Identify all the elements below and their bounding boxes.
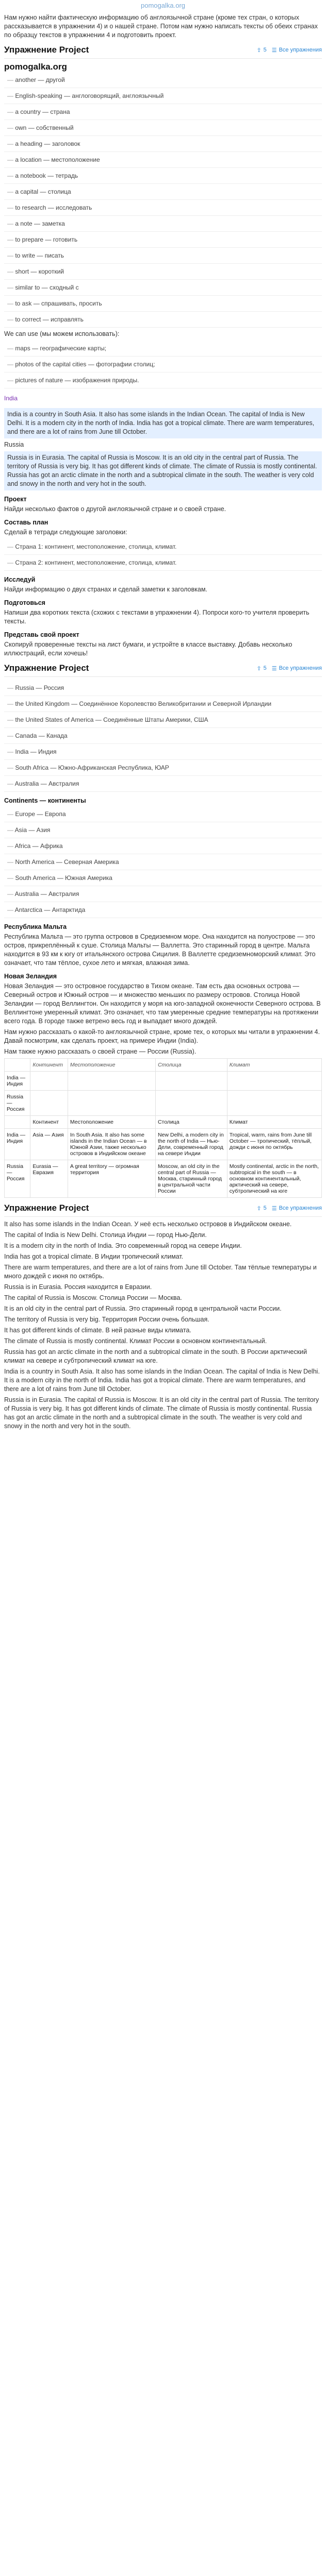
use-item: — photos of the capital cities — фотографии столиц;: [4, 357, 322, 372]
final-paragraph: The climate of Russia is mostly continental. Климат России в основном континентальный.: [4, 1337, 267, 1345]
table-cell: India — Индия: [5, 1129, 30, 1160]
final-paragraph: The capital of Russia is Moscow. Столица России — Москва.: [4, 1294, 182, 1301]
plan-step-3: Найди информацию о двух странах и сделай заметки к заголовкам.: [4, 586, 207, 593]
table-header-cell: Континент: [30, 1059, 68, 1072]
final-paragraph: It has got different kinds of climate. В ней разные виды климата.: [4, 1327, 191, 1334]
plan-step-3-title: Исследуй: [4, 576, 36, 583]
table-intro-2: Нам также нужно рассказать о своей стране — России (Russia).: [4, 1048, 197, 1055]
vocab-item: — a location — местоположение: [4, 152, 322, 168]
final-paragraph: It is an old city in the central part of Russia. Это старинный город в центральной части России.: [4, 1305, 282, 1312]
countries-table: [4, 1058, 322, 1198]
share-control[interactable]: ⇪ 5: [256, 665, 267, 672]
vocab-list: [4, 72, 322, 328]
final-paragraph: Russia has got an arctic climate in the north and a subtropical climate in the south. В России арктический климат на севере и субтропический климат на юге.: [4, 1348, 307, 1364]
final-paragraph: It is a modern city in the north of India. Это современный город на севере Индии.: [4, 1242, 242, 1249]
malta-text: Республика Мальта — это группа островов в Средиземном море. Она находится на полуострове — это остров, прикреплённый к суше. Столица Мальты — Валлетта. Это старинный город в центре. Мальта находится в 93 км к югу от итальянского острова Сицилия. В Валлетте средиземноморский климат. Это означает, что там тёплое, сухое лето и мягкая, влажная зима.: [4, 933, 316, 967]
plan-step-2-title: Составь план: [4, 519, 48, 526]
countries-list: [4, 680, 322, 792]
country-item: — South Africa — Южно-Африканская Республика, ЮАР: [4, 760, 322, 776]
vocab-item: — a capital — столица: [4, 184, 322, 200]
final-paragraph: There are warm temperatures, and there are a lot of rains from June till October. Там тёплые температуры и много дождей с июня по октябрь.: [4, 1264, 317, 1280]
section-header-2: [4, 660, 322, 677]
table-intro: Нам нужно рассказать о какой-то англоязычной стране, кроме тех, о которых мы читали в упражнении 4. Давай посмотрим, как сделать проект, на примере Индии (India).: [4, 1028, 320, 1044]
table-header-cell: Столица: [155, 1059, 227, 1072]
vocab-item: — a heading — заголовок: [4, 136, 322, 152]
share-control[interactable]: ⇪ 5: [256, 47, 267, 54]
header-controls: [256, 47, 322, 54]
plan-step-4: Напиши два коротких текста (схожих с текстами в упражнении 4). Попроси кого-то учителя проверить тексты.: [4, 609, 309, 625]
table-cell: Russia — Россия: [5, 1091, 30, 1116]
section-title: Упражнение Project: [4, 45, 89, 55]
share-icon: ⇪: [256, 47, 262, 54]
share-icon: ⇪: [256, 665, 262, 672]
all-exercises-link[interactable]: ☰ Все упражнения: [271, 1205, 322, 1212]
final-paragraph: Russia is in Eurasia. Россия находится в Евразии.: [4, 1283, 152, 1291]
country-item: — Australia — Австралия: [4, 776, 322, 792]
final-paragraph: The capital of India is New Delhi. Столица Индии — город Нью-Дели.: [4, 1231, 207, 1239]
table-row: [5, 1116, 322, 1129]
table-cell: Eurasia — Евразия: [30, 1160, 68, 1198]
plan-step-2: Сделай в тетради следующие заголовки:: [4, 529, 127, 536]
plan-step-5: Скопируй проверенные тексты на лист бумаги, и устройте в классе выставку. Добавь несколько иллюстраций, если хочешь!: [4, 641, 292, 657]
country-item: — Russia — Россия: [4, 680, 322, 696]
section-title: Упражнение Project: [4, 663, 89, 673]
vocab-item: — to write — писать: [4, 248, 322, 264]
continent-item: — Africa — Африка: [4, 838, 322, 854]
table-cell: [68, 1091, 155, 1116]
india-title: India: [4, 395, 18, 402]
final-paragraph: Russia is in Eurasia. The capital of Russia is Moscow. It is an old city in the central part of Russia. The territory of Russia is very big. It has got different kinds of climate. The climate of Russia is mostly continental. Russia has got an arctic climate in the north and a subtropical climate in the south. The weather is very cold and snowy in the north and very hot in the south.: [4, 1396, 319, 1430]
vocab-item: — English-speaking — англоговорящий, англоязычный: [4, 88, 322, 104]
vocab-item: — to prepare — готовить: [4, 232, 322, 248]
country-item: — Canada — Канада: [4, 728, 322, 744]
top-watermark: pomogalka.org: [141, 2, 185, 9]
content: [0, 13, 326, 1431]
table-header-cell: Климат: [227, 1059, 321, 1072]
continent-item: — Antarctica — Антарктида: [4, 902, 322, 918]
table-row: [5, 1091, 322, 1116]
header-controls: [256, 665, 322, 672]
vocab-item: — another — другой: [4, 72, 322, 88]
table-cell: [227, 1091, 321, 1116]
nz-title: Новая Зеландия: [4, 973, 57, 980]
section-title: Упражнение Project: [4, 1203, 89, 1213]
table-cell: Moscow, an old city in the central part of Russia — Москва, старинный город в центральной части России: [155, 1160, 227, 1198]
country-item: — India — Индия: [4, 744, 322, 760]
list-icon: ☰: [271, 665, 277, 672]
final-paragraph: India has got a tropical climate. В Индии тропический климат.: [4, 1253, 184, 1260]
final-paragraphs: [4, 1220, 322, 1431]
list-icon: ☰: [271, 1205, 277, 1212]
table-row: [5, 1129, 322, 1160]
final-paragraph: It also has some islands in the Indian Ocean. У неё есть несколько островов в Индийском океане.: [4, 1221, 292, 1228]
vocab-item: — a notebook — тетрадь: [4, 168, 322, 184]
nz-text: Новая Зеландия — это островное государство в Тихом океане. Там есть два основных острова — Северный остров и Южный остров — и множество меньших по размеру островов. Столица Новой Зеландии — город Веллингтон. Он находится у моря на юго-западной оконечности Северного острова. В Веллингтоне умеренный климат. Это означает, что там умеренные средние температуры на протяжении всего года. В городе также ветрено весь год и выпадает много дождей.: [4, 982, 321, 1025]
share-control[interactable]: ⇪ 5: [256, 1205, 267, 1212]
table-cell: [5, 1116, 30, 1129]
watermark: pomogalka.org: [4, 62, 67, 72]
vocab-item: — a note — заметка: [4, 216, 322, 232]
intro-text: Нам нужно найти фактическую информацию об англоязычной стране (кроме тех стран, о которых рассказывается в упражнении 4) и о нашей стране. Потом нам нужно написать тексты об обеих странах по образцу текстов в упражнении 4 и подготовить проект.: [4, 14, 318, 39]
table-cell: India — Индия: [5, 1072, 30, 1091]
table-header-cell: Местоположение: [68, 1059, 155, 1072]
table-cell: Mostly continental, arctic in the north, subtropical in the south — в основном континентальный, арктический на севере, субтропический на юге: [227, 1160, 321, 1198]
table-cell: Asia — Азия: [30, 1129, 68, 1160]
table-cell: New Delhi, a modern city in the north of India — Нью-Дели, современный город на севере Индии: [155, 1129, 227, 1160]
malta-title: Республика Мальта: [4, 923, 67, 930]
russia-text: Russia is in Eurasia. The capital of Russia is Moscow. It is an old city in the central part of Russia. The territory of Russia is very big. It has got different kinds of climate. The climate of Russia is mostly continental. Russia has got an arctic climate in the north and a subtropical climate in the south. The weather is very cold and snowy in the north and very hot in the south.: [4, 451, 322, 490]
all-exercises-link[interactable]: ☰ Все упражнения: [271, 47, 322, 54]
continent-item: — North America — Северная Америка: [4, 854, 322, 870]
plan-item: — Страна 1: континент, местоположение, столица, климат.: [4, 539, 322, 555]
use-item: — pictures of nature — изображения природы.: [4, 372, 322, 388]
table-cell: Столица: [155, 1116, 227, 1129]
country-item: — the United Kingdom — Соединённое Королевство Великобритании и Северной Ирландии: [4, 696, 322, 712]
continents-list: [4, 806, 322, 918]
table-row: [5, 1160, 322, 1198]
plan-step-4-title: Подготовься: [4, 599, 45, 606]
continent-item: — Europe — Европа: [4, 806, 322, 822]
table-cell: [68, 1072, 155, 1091]
final-paragraph: The territory of Russia is very big. Территория России очень большая.: [4, 1316, 209, 1323]
all-exercises-link[interactable]: ☰ Все упражнения: [271, 665, 322, 672]
country-item: — the United States of America — Соединённые Штаты Америки, США: [4, 712, 322, 728]
vocab-item: — to correct — исправлять: [4, 312, 322, 328]
table-cell: [30, 1072, 68, 1091]
plan-2-list: [4, 539, 322, 571]
vocab-item: — to ask — спрашивать, просить: [4, 296, 322, 312]
table-cell: [30, 1091, 68, 1116]
use-item: — maps — географические карты;: [4, 341, 322, 357]
continent-item: — Asia — Азия: [4, 822, 322, 838]
plan-step-5-title: Представь свой проект: [4, 631, 79, 638]
list-icon: ☰: [271, 47, 277, 54]
table-cell: Континент: [30, 1116, 68, 1129]
table-cell: Климат: [227, 1116, 321, 1129]
use-title: We can use (мы можем использовать):: [4, 330, 120, 337]
plan-title: Проект: [4, 496, 27, 503]
section-header-1: [4, 42, 322, 59]
table-cell: Russia — Россия: [5, 1160, 30, 1198]
table-cell: [155, 1072, 227, 1091]
final-paragraph: India is a country in South Asia. It also has some islands in the Indian Ocean. The capital of India is New Delhi. It is a modern city in the north of India. India has got a tropical climate. There are warm temperatures, and there are a lot of rains from June till October.: [4, 1368, 320, 1393]
vocab-item: — a country — страна: [4, 104, 322, 120]
continent-item: — Australia — Австралия: [4, 886, 322, 902]
continent-item: — South America — Южная Америка: [4, 870, 322, 886]
india-text: India is a country in South Asia. It also has some islands in the Indian Ocean. The capital of India is New Delhi. It is a modern city in the north of India. India has got a tropical climate. There are warm temperatures, and there are a lot of rains from June till October.: [4, 408, 322, 438]
share-icon: ⇪: [256, 1205, 262, 1212]
table-cell: In South Asia. It also has some islands in the Indian Ocean — в Южной Азии, также несколько островов в Индийском океане: [68, 1129, 155, 1160]
use-list: [4, 341, 322, 388]
table-cell: Tropical, warm, rains from June till October — тропический, тёплый, дожди с июня по октябрь: [227, 1129, 321, 1160]
plan-item: — Страна 2: континент, местоположение, столица, климат.: [4, 555, 322, 571]
vocab-item: — to research — исследовать: [4, 200, 322, 216]
table-cell: [227, 1072, 321, 1091]
table-row: [5, 1072, 322, 1091]
vocab-item: — similar to — сходный с: [4, 280, 322, 296]
table-cell: A great territory — огромная территория: [68, 1160, 155, 1198]
table-cell: [155, 1091, 227, 1116]
vocab-item: — short — короткий: [4, 264, 322, 280]
table-cell: Местоположение: [68, 1116, 155, 1129]
continents-title: Continents — континенты: [4, 797, 86, 804]
table-header-cell: [5, 1059, 30, 1072]
russia-title: Russia: [4, 441, 24, 448]
section-header-3: [4, 1200, 322, 1217]
header-controls: [256, 1205, 322, 1212]
plan-step-1: Найди несколько фактов о другой англоязычной стране и о своей стране.: [4, 505, 226, 513]
vocab-item: — own — собственный: [4, 120, 322, 136]
